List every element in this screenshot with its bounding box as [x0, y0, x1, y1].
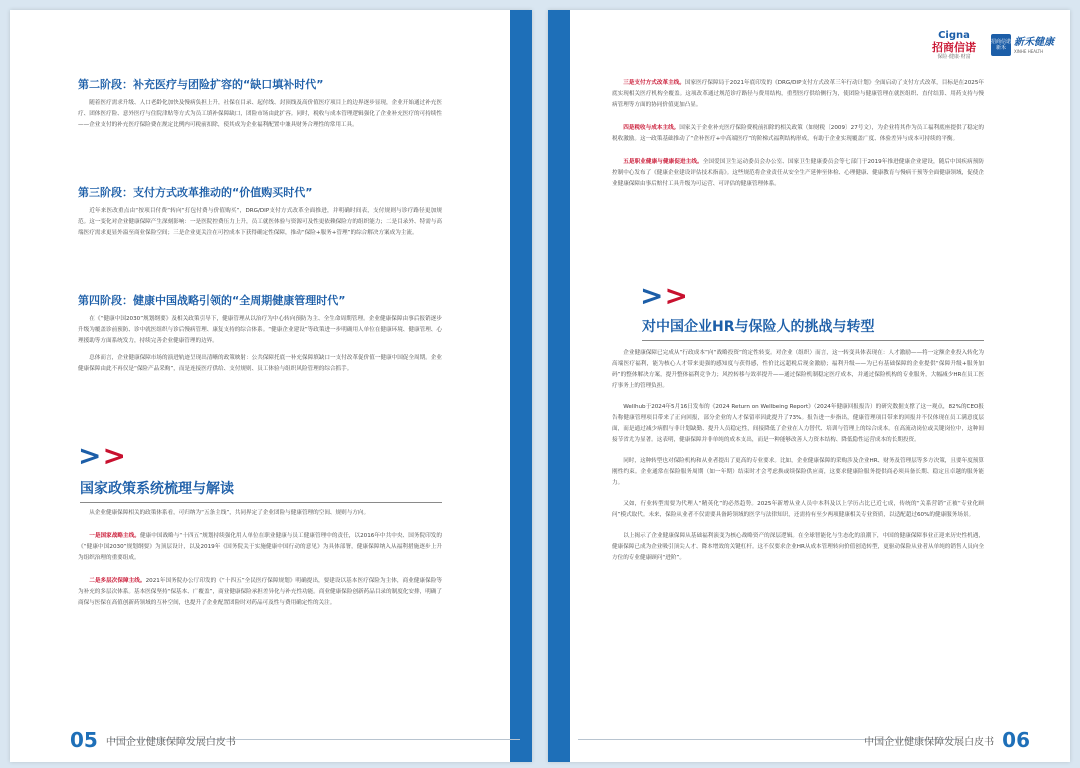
policy-line-label: 三是支付方式改革主线。: [623, 80, 685, 86]
policy-line: [612, 123, 984, 145]
policy-lines: [612, 78, 984, 190]
section-paragraph: 又如，行业转型需要为代理人“精英化”的必然趋势。2025年新增从业人员中本科及以上学历占比已近七成，传统的“关系营销”正被“专业化顾问”模式取代。未来，保险从业者不仅需要具备跨领域的医学与法律知识，还需持有至少两项健康相关专业资质，以适配超过60%的健康服务场景。: [612, 501, 984, 518]
policy-line-text: 国家医疗保障局于2021年底印发的《DRG/DIP支付方式改革三年行动计划》全面启动了支付方式改革，目标是在2025年底实现相关医疗机构全覆盖。这项改革通过规范诊疗路径与费用结构，重塑医疗供给侧行为，使团险与健康管理在就医组织、直付结算、用药支持与慢病管理等方面的协同价值更加凸显。: [612, 80, 984, 108]
section-stage-3: [78, 186, 442, 239]
footer-title: 中国企业健康保障发展白皮书: [864, 736, 995, 748]
cigna-logo: Cigna 招商信诺 保险·健康·财富: [932, 30, 976, 60]
policy-line-text: 国家关于企业补充医疗保险费税前扣除的相关政策（如财税〔2009〕27号文），为企业将其作为员工福利底座提供了稳定的税收激励。这一政策基础推动了“企补医疗+中高端医疗”的阶梯式福利结构形成，有助于企业实现覆盖广度、体验差异与成本可持续的平衡。: [612, 125, 984, 142]
heading-rule: [642, 340, 984, 341]
xinhe-logo: 招商信诺 新禾 新禾健康 XINHE HEALTH: [991, 30, 1054, 60]
policy-section: [78, 508, 442, 609]
right-gutter-bar: [548, 10, 570, 762]
section-paragraph: 同时，这种转型也对保险机构和从业者提出了更高的专业要求。比如，企业健康保障的采购涉及企业HR、财务及管理层等多方决策，且要年度预算刚性约束。企业通常在保险服务周期（如一年期）结束时才会考虑换或续保险供应商，这要求健康险服务提供商必须具备长期、稳定且卓越的服务能力。: [612, 458, 984, 486]
section-heading: 对中国企业HR与保险人的挑战与转型: [642, 319, 875, 335]
challenge-section: [612, 348, 984, 564]
policy-line-text: 2021年国务院办公厅印发的《“十四五”全民医疗保障规划》明确提出，要建设以基本医疗保险为主体，商业健康保险等为补充的多层次体系。基本医保坚持“保基本、广覆盖”，商业健康保险承担差异化与补充性功能。商业健康保险创新药品目录的制度化安排，明确了商保与医保在高值创新药领域的互补空间，也提升了企业配置团险时对药品可及性与费用确定性的关注。: [78, 578, 442, 606]
section-paragraph: 在《“健康中国2030”规划纲要》及相关政策引导下，健康管理从以治疗为中心转向预防为主、全生命周期管理。企业健康保障由事后报销逐步升级为覆盖诊前预防、诊中就医组织与诊后慢病管理、康复支持的综合体系。“健康企业建设”等政策进一步明确用人单位在健康环境、健康管理、心理援助等方面系统发力，持续完善企业健康管理的边界。: [78, 316, 442, 344]
page-number: 06: [1002, 728, 1030, 752]
section-paragraph: Wellhub于2024年5月16日发布的《2024 Return on Wellbeing Report》（2024年健康回报报告）的研究数据支撑了这一观点，82%的CEO报告称健康管理项目带来了正向回报，部分企业的人才保留率因此提升了73%。报告进一步指出，健康管理项目带来的回报并不仅体现在员工满意度层面，而是通过减少病假与非计划缺勤、提升人员稳定性，间接降低了企业在人力替代、培训与管理上的综合成本。在高流动岗位或关键岗位中，这种间接节省尤为显著。这表明，健康保障并非单纯的成本支出，而是一种能够改善人力资本结构、降低隐性运营成本的长期投资。: [612, 404, 984, 443]
left-page: [10, 10, 532, 762]
double-chevron-icon: > >: [640, 279, 688, 312]
section-paragraph: 企业健康保障已完成从“行政成本”向“战略投资”的定性转变。对企业（组织）而言，这一转变具体表现在：人才激励——将一定额企业投入转化为高端医疗福利，能为核心人才带来更强的感知度与获得感，性价比远超税后现金激励；福利升级——为已有基础保障的企业提供“保障升级+服务加码”的整体解决方案，提升整体福利竞争力；风控转移与效率提升——通过保险机制稳定医疗成本，并通过保险机构的专业服务，大幅减少HR在员工医疗事务上的管理负担。: [612, 350, 984, 389]
section-paragraph: 总体而言，企业健康保障市场的演进轨迹呈现出清晰的政策映射：公共保障托底一补充保障填缺口一支付改革促价值一健康中国促全周期。企业健康保障由此不再仅是“保险产品采购”，而是连接医疗供给、支付规则、员工体验与组织风险管理的综合抓手。: [78, 355, 442, 372]
policy-line-label: 二是多层次保障主线。: [89, 578, 146, 584]
section-stage-2: [78, 78, 442, 131]
policy-line: [612, 157, 984, 190]
section-title: 第四阶段：健康中国战略引领的“全周期健康管理时代”: [78, 294, 346, 307]
policy-line: [78, 531, 442, 564]
section-title: 第三阶段：支付方式改革推动的“价值购买时代”: [78, 186, 313, 199]
section-paragraph: 近年来医改重点由“按项目付费”转向“打包付费与价值购买”，DRG/DIP支付方式改革全面推进，并明确时间表，支付规则与诊疗路径更加规范。这一变化对企业健康保障产生深刻影响：一是医院控费压力上升，员工就医体验与资源可及性更依赖保险方的组织能力；二是目录外、特需与高端医疗需求更显外溢至商业保险空间；三是企业更关注在可控成本下获得确定性保障，推动“保险+服务+管理”的综合解决方案成为主流。: [78, 208, 442, 236]
right-page: [548, 10, 1070, 762]
page-number: 05: [70, 728, 98, 752]
intro-paragraph: 从企业健康保障相关的政策体系看，可归纳为“五条主线”，共同界定了企业团险与健康管理的空间、规则与方向。: [89, 510, 370, 516]
page-footer: [864, 728, 1030, 752]
policy-line-text: 全国爱国卫生运动委员会办公室、国家卫生健康委员会等七部门于2019年推进健康企业建设，随后中国疾病预防控制中心发布了《健康企业建设评估技术指南》。这些规范将企业责任从安全生产延伸至体检、心理健康、健康教育与慢病干预等全面健康领域，促使企业健康保障由事后赔付工具升级为可运营、可评估的健康管理体系。: [612, 159, 984, 187]
policy-line-label: 五是职业健康与健康促进主线。: [623, 159, 703, 165]
section-title: 第二阶段：补充医疗与团险扩容的“缺口填补时代”: [78, 78, 324, 91]
page-footer: [70, 728, 236, 752]
policy-line: [612, 78, 984, 111]
section-paragraph: 随着医疗需求升级、人口老龄化加快及慢病负担上升，社保在目录、起付线、封顶线及高价值医疗项目上的边界逐步显现，企业开始通过补充医疗、团体医疗险、意外医疗与住院津贴等方式为员工填补保障缺口，团险市场由此扩容。同时，税收与成本管理逻辑强化了企业补充医疗的可持续性——企业支付的补充医疗保险费在规定比例内可税前扣除，使其成为企业福利配置中兼具财务合理性的常用工具。: [78, 100, 442, 128]
policy-line-text: 健康中国战略与“十四五”规划持续强化用人单位在职业健康与员工健康管理中的责任，以2016年中共中央、国务院印发的《“健康中国2030”规划纲要》为顶层设计，以及2019年《国务院关于实施健康中国行动的意见》为具体部署，健康保障纳入从福利措施逐步上升为组织治理的重要组成。: [78, 533, 442, 561]
policy-line-label: 四是税收与成本主线。: [623, 125, 680, 131]
section-paragraph: 以上揭示了企业健康保障从基础福利演变为核心战略资产的深层逻辑。在全球智能化与生态化的浪潮下，中国的健康保障事业正迎来历史性机遇，健康保障已成为企业吸引顶尖人才、降本增效的关键杠杆。这不仅要求企业HR从成本管理转向价值创造转型，更驱动保险从业者从单纯的销售人员向全方位的专业健康顾问“进阶”。: [612, 533, 984, 561]
double-chevron-icon: > >: [78, 439, 126, 472]
section-heading: 国家政策系统梳理与解读: [80, 481, 234, 497]
section-stage-4: [78, 294, 442, 375]
policy-line: [78, 576, 442, 609]
footer-title: 中国企业健康保障发展白皮书: [105, 736, 236, 748]
header-logos: [923, 28, 1054, 62]
heading-rule: [80, 502, 442, 503]
left-gutter-bar: [510, 10, 532, 762]
policy-line-label: 一是国家战略主线。: [89, 533, 140, 539]
